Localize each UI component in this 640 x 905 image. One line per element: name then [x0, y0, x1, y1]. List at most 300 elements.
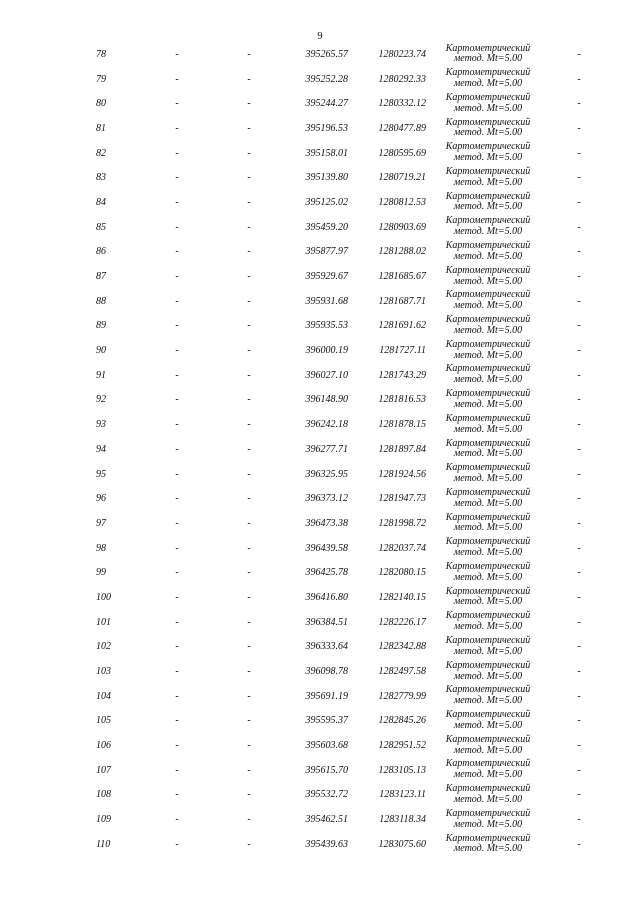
point-number: 107	[96, 764, 111, 776]
dash-cell: -	[175, 838, 179, 850]
dash-cell: -	[247, 740, 251, 752]
method-line-1: Картометрический	[445, 807, 531, 819]
table-row	[0, 388, 640, 413]
coordinate-x: 396373.12	[305, 493, 348, 505]
method-cell	[436, 536, 540, 561]
point-number: 110	[96, 838, 111, 850]
method-line-2: метод. Mt=5.00	[453, 176, 523, 188]
dash-cell: -	[175, 517, 179, 529]
dash-cell: -	[247, 666, 251, 678]
dash-cell: -	[577, 616, 581, 628]
table-row	[0, 116, 640, 141]
method-line-2: метод. Mt=5.00	[453, 226, 523, 238]
table-row	[0, 190, 640, 215]
dash-cell: -	[175, 641, 179, 653]
dash-cell: -	[247, 641, 251, 653]
method-line-2: метод. Mt=5.00	[453, 398, 523, 410]
dash-cell: -	[577, 320, 581, 332]
coordinates-table	[0, 42, 640, 857]
coordinate-x: 395459.20	[305, 221, 348, 233]
dash-cell: -	[577, 690, 581, 702]
dash-cell: -	[247, 122, 251, 134]
dash-cell: -	[577, 517, 581, 529]
method-line-1: Картометрический	[445, 240, 531, 252]
point-number: 87	[96, 271, 106, 283]
point-number: 103	[96, 666, 111, 678]
method-line-2: метод. Mt=5.00	[453, 621, 523, 633]
dash-cell: -	[175, 345, 179, 357]
method-line-1: Картометрический	[445, 388, 531, 400]
point-number: 79	[96, 73, 106, 85]
dash-cell: -	[577, 98, 581, 110]
method-line-2: метод. Mt=5.00	[453, 324, 523, 336]
table-row	[0, 165, 640, 190]
coordinate-y: 1280292.33	[378, 73, 426, 85]
table-row	[0, 363, 640, 388]
method-line-2: метод. Mt=5.00	[453, 275, 523, 287]
table-row	[0, 240, 640, 265]
coordinate-y: 1281816.53	[378, 394, 426, 406]
coordinate-x: 395265.57	[305, 48, 348, 60]
dash-cell: -	[175, 221, 179, 233]
table-row	[0, 314, 640, 339]
point-number: 86	[96, 246, 106, 258]
point-number: 85	[96, 221, 106, 233]
method-line-2: метод. Mt=5.00	[453, 547, 523, 559]
dash-cell: -	[175, 591, 179, 603]
dash-cell: -	[247, 246, 251, 258]
dash-cell: -	[577, 172, 581, 184]
table-row	[0, 91, 640, 116]
coordinate-x: 395439.63	[305, 838, 348, 850]
dash-cell: -	[247, 320, 251, 332]
point-number: 109	[96, 814, 111, 826]
table-row	[0, 659, 640, 684]
method-line-2: метод. Mt=5.00	[453, 423, 523, 435]
coordinate-x: 396277.71	[305, 443, 348, 455]
table-row	[0, 215, 640, 240]
method-cell	[436, 684, 540, 709]
method-cell	[436, 733, 540, 758]
method-line-1: Картометрический	[445, 190, 531, 202]
dash-cell: -	[175, 48, 179, 60]
method-line-1: Картометрический	[445, 758, 531, 770]
method-cell	[436, 42, 540, 67]
coordinate-x: 396242.18	[305, 419, 348, 431]
coordinate-x: 395196.53	[305, 122, 348, 134]
coordinate-x: 395139.80	[305, 172, 348, 184]
coordinate-x: 396425.78	[305, 567, 348, 579]
dash-cell: -	[175, 616, 179, 628]
method-cell	[436, 91, 540, 116]
dash-cell: -	[175, 246, 179, 258]
dash-cell: -	[175, 320, 179, 332]
method-line-2: метод. Mt=5.00	[453, 349, 523, 361]
method-line-1: Картометрический	[445, 659, 531, 671]
method-cell	[436, 240, 540, 265]
coordinate-y: 1280903.69	[378, 221, 426, 233]
dash-cell: -	[247, 98, 251, 110]
dash-cell: -	[247, 48, 251, 60]
dash-cell: -	[577, 443, 581, 455]
dash-cell: -	[175, 468, 179, 480]
method-cell	[436, 116, 540, 141]
dash-cell: -	[247, 147, 251, 159]
dash-cell: -	[175, 122, 179, 134]
dash-cell: -	[247, 838, 251, 850]
method-line-1: Картометрический	[445, 437, 531, 449]
coordinate-x: 395252.28	[305, 73, 348, 85]
table-row	[0, 486, 640, 511]
coordinate-y: 1282226.17	[378, 616, 426, 628]
point-number: 99	[96, 567, 106, 579]
method-line-1: Картометрический	[445, 338, 531, 350]
method-cell	[436, 807, 540, 832]
table-row	[0, 758, 640, 783]
coordinate-y: 1281743.29	[378, 369, 426, 381]
dash-cell: -	[577, 73, 581, 85]
method-line-2: метод. Mt=5.00	[453, 53, 523, 65]
point-number: 92	[96, 394, 106, 406]
method-line-1: Картометрический	[445, 412, 531, 424]
table-row	[0, 635, 640, 660]
method-cell	[436, 388, 540, 413]
dash-cell: -	[175, 789, 179, 801]
coordinate-x: 396439.58	[305, 542, 348, 554]
point-number: 94	[96, 443, 106, 455]
dash-cell: -	[175, 715, 179, 727]
coordinate-y: 1282779.99	[378, 690, 426, 702]
coordinate-y: 1282140.15	[378, 591, 426, 603]
dash-cell: -	[175, 443, 179, 455]
method-line-2: метод. Mt=5.00	[453, 645, 523, 657]
dash-cell: -	[247, 443, 251, 455]
point-number: 84	[96, 196, 106, 208]
method-cell	[436, 486, 540, 511]
method-line-2: метод. Mt=5.00	[453, 695, 523, 707]
table-row	[0, 511, 640, 536]
method-line-1: Картометрический	[445, 91, 531, 103]
dash-cell: -	[577, 814, 581, 826]
dash-cell: -	[577, 740, 581, 752]
method-cell	[436, 659, 540, 684]
coordinate-y: 1282497.58	[378, 666, 426, 678]
point-number: 106	[96, 740, 111, 752]
point-number: 96	[96, 493, 106, 505]
coordinate-y: 1283123.11	[379, 789, 426, 801]
coordinate-x: 396473.38	[305, 517, 348, 529]
method-line-2: метод. Mt=5.00	[453, 719, 523, 731]
method-line-1: Картометрический	[445, 635, 531, 647]
method-line-2: метод. Mt=5.00	[453, 497, 523, 509]
method-cell	[436, 141, 540, 166]
dash-cell: -	[175, 394, 179, 406]
method-cell	[436, 437, 540, 462]
coordinate-x: 395929.67	[305, 271, 348, 283]
coordinate-x: 395532.72	[305, 789, 348, 801]
dash-cell: -	[577, 468, 581, 480]
method-line-1: Картометрический	[445, 536, 531, 548]
method-cell	[436, 511, 540, 536]
dash-cell: -	[577, 641, 581, 653]
table-row	[0, 264, 640, 289]
dash-cell: -	[577, 271, 581, 283]
coordinate-x: 396027.10	[305, 369, 348, 381]
page-number: 9	[317, 31, 323, 42]
method-line-1: Картометрический	[445, 832, 531, 844]
method-line-2: метод. Mt=5.00	[453, 448, 523, 460]
method-cell	[436, 215, 540, 240]
dash-cell: -	[247, 567, 251, 579]
coordinate-y: 1283105.13	[378, 764, 426, 776]
coordinate-x: 396384.51	[305, 616, 348, 628]
coordinate-x: 396000.19	[305, 345, 348, 357]
dash-cell: -	[175, 764, 179, 776]
dash-cell: -	[175, 369, 179, 381]
coordinate-y: 1281687.71	[378, 295, 426, 307]
method-line-1: Картометрический	[445, 462, 531, 474]
point-number: 104	[96, 690, 111, 702]
dash-cell: -	[175, 172, 179, 184]
point-number: 89	[96, 320, 106, 332]
method-line-1: Картометрический	[445, 560, 531, 572]
dash-cell: -	[175, 493, 179, 505]
coordinate-x: 395244.27	[305, 98, 348, 110]
table-row	[0, 709, 640, 734]
dash-cell: -	[577, 542, 581, 554]
point-number: 102	[96, 641, 111, 653]
dash-cell: -	[577, 48, 581, 60]
dash-cell: -	[175, 567, 179, 579]
table-row	[0, 412, 640, 437]
point-number: 93	[96, 419, 106, 431]
dash-cell: -	[175, 271, 179, 283]
method-line-1: Картометрический	[445, 67, 531, 79]
dash-cell: -	[577, 666, 581, 678]
dash-cell: -	[175, 740, 179, 752]
method-line-2: метод. Mt=5.00	[453, 152, 523, 164]
coordinate-y: 1281878.15	[378, 419, 426, 431]
point-number: 88	[96, 295, 106, 307]
dash-cell: -	[577, 345, 581, 357]
dash-cell: -	[247, 616, 251, 628]
dash-cell: -	[175, 98, 179, 110]
method-line-1: Картометрический	[445, 215, 531, 227]
coordinate-y: 1280223.74	[378, 48, 426, 60]
method-line-2: метод. Mt=5.00	[453, 250, 523, 262]
method-line-1: Картометрический	[445, 363, 531, 375]
method-cell	[436, 190, 540, 215]
dash-cell: -	[247, 517, 251, 529]
method-cell	[436, 289, 540, 314]
dash-cell: -	[577, 369, 581, 381]
coordinate-x: 395691.19	[305, 690, 348, 702]
dash-cell: -	[247, 542, 251, 554]
dash-cell: -	[577, 493, 581, 505]
dash-cell: -	[577, 567, 581, 579]
method-line-1: Картометрический	[445, 141, 531, 153]
dash-cell: -	[577, 196, 581, 208]
method-line-1: Картометрический	[445, 486, 531, 498]
method-line-2: метод. Mt=5.00	[453, 374, 523, 386]
dash-cell: -	[577, 295, 581, 307]
point-number: 101	[96, 616, 111, 628]
dash-cell: -	[577, 221, 581, 233]
dash-cell: -	[175, 295, 179, 307]
method-line-2: метод. Mt=5.00	[453, 300, 523, 312]
point-number: 91	[96, 369, 106, 381]
coordinate-y: 1282342.88	[378, 641, 426, 653]
method-cell	[436, 560, 540, 585]
dash-cell: -	[577, 419, 581, 431]
dash-cell: -	[577, 394, 581, 406]
dash-cell: -	[247, 295, 251, 307]
dash-cell: -	[175, 814, 179, 826]
table-row	[0, 783, 640, 808]
coordinate-y: 1280719.21	[378, 172, 426, 184]
point-number: 80	[96, 98, 106, 110]
dash-cell: -	[577, 838, 581, 850]
method-cell	[436, 165, 540, 190]
table-row	[0, 462, 640, 487]
dash-cell: -	[175, 690, 179, 702]
dash-cell: -	[247, 715, 251, 727]
coordinate-x: 395877.97	[305, 246, 348, 258]
method-line-2: метод. Mt=5.00	[453, 818, 523, 830]
coordinate-x: 396098.78	[305, 666, 348, 678]
dash-cell: -	[577, 789, 581, 801]
point-number: 105	[96, 715, 111, 727]
method-line-1: Картометрический	[445, 610, 531, 622]
coordinate-y: 1281691.62	[378, 320, 426, 332]
method-line-1: Картометрический	[445, 314, 531, 326]
dash-cell: -	[247, 221, 251, 233]
point-number: 83	[96, 172, 106, 184]
coordinate-y: 1281685.67	[378, 271, 426, 283]
point-number: 81	[96, 122, 106, 134]
table-row	[0, 289, 640, 314]
table-row	[0, 832, 640, 857]
method-line-2: метод. Mt=5.00	[453, 843, 523, 855]
coordinate-y: 1281727.11	[379, 345, 426, 357]
dash-cell: -	[577, 591, 581, 603]
method-cell	[436, 783, 540, 808]
dash-cell: -	[247, 73, 251, 85]
coordinate-x: 396148.90	[305, 394, 348, 406]
coordinate-x: 395125.02	[305, 196, 348, 208]
coordinate-y: 1281897.84	[378, 443, 426, 455]
table-row	[0, 684, 640, 709]
dash-cell: -	[247, 271, 251, 283]
table-row	[0, 610, 640, 635]
method-line-1: Картометрический	[445, 264, 531, 276]
dash-cell: -	[247, 764, 251, 776]
dash-cell: -	[247, 789, 251, 801]
dash-cell: -	[247, 468, 251, 480]
method-line-1: Картометрический	[445, 289, 531, 301]
point-number: 78	[96, 48, 106, 60]
method-cell	[436, 610, 540, 635]
dash-cell: -	[577, 122, 581, 134]
coordinate-x: 395935.53	[305, 320, 348, 332]
coordinate-x: 395462.51	[305, 814, 348, 826]
coordinate-y: 1281288.02	[378, 246, 426, 258]
dash-cell: -	[175, 666, 179, 678]
coordinate-x: 396325.95	[305, 468, 348, 480]
dash-cell: -	[247, 345, 251, 357]
coordinate-x: 395615.70	[305, 764, 348, 776]
method-line-1: Картометрический	[445, 116, 531, 128]
coordinate-x: 396333.64	[305, 641, 348, 653]
method-line-2: метод. Mt=5.00	[453, 793, 523, 805]
dash-cell: -	[175, 542, 179, 554]
dash-cell: -	[577, 246, 581, 258]
coordinate-y: 1283118.34	[379, 814, 426, 826]
dash-cell: -	[175, 73, 179, 85]
method-line-2: метод. Mt=5.00	[453, 127, 523, 139]
method-line-1: Картометрический	[445, 42, 531, 54]
coordinate-x: 395603.68	[305, 740, 348, 752]
method-line-1: Картометрический	[445, 165, 531, 177]
table-row	[0, 67, 640, 92]
method-line-1: Картометрический	[445, 733, 531, 745]
coordinate-x: 395158.01	[305, 147, 348, 159]
method-line-2: метод. Mt=5.00	[453, 596, 523, 608]
table-row	[0, 437, 640, 462]
table-row	[0, 807, 640, 832]
dash-cell: -	[247, 419, 251, 431]
coordinate-y: 1283075.60	[378, 838, 426, 850]
dash-cell: -	[175, 419, 179, 431]
method-line-1: Картометрический	[445, 684, 531, 696]
method-line-2: метод. Mt=5.00	[453, 102, 523, 114]
method-line-2: метод. Mt=5.00	[453, 522, 523, 534]
coordinate-y: 1282951.52	[378, 740, 426, 752]
coordinate-y: 1281998.72	[378, 517, 426, 529]
dash-cell: -	[577, 764, 581, 776]
method-cell	[436, 363, 540, 388]
dash-cell: -	[247, 493, 251, 505]
coordinate-y: 1281947.73	[378, 493, 426, 505]
method-cell	[436, 709, 540, 734]
table-row	[0, 733, 640, 758]
table-row	[0, 141, 640, 166]
method-line-1: Картометрический	[445, 585, 531, 597]
coordinate-x: 395931.68	[305, 295, 348, 307]
coordinate-y: 1280812.53	[378, 196, 426, 208]
point-number: 82	[96, 147, 106, 159]
dash-cell: -	[247, 369, 251, 381]
dash-cell: -	[577, 147, 581, 159]
table-row	[0, 338, 640, 363]
dash-cell: -	[247, 196, 251, 208]
dash-cell: -	[247, 394, 251, 406]
coordinate-x: 396416.80	[305, 591, 348, 603]
method-cell	[436, 462, 540, 487]
method-line-2: метод. Mt=5.00	[453, 473, 523, 485]
method-cell	[436, 338, 540, 363]
point-number: 100	[96, 591, 111, 603]
method-line-2: метод. Mt=5.00	[453, 571, 523, 583]
method-cell	[436, 635, 540, 660]
table-row	[0, 536, 640, 561]
dash-cell: -	[247, 690, 251, 702]
method-line-1: Картометрический	[445, 709, 531, 721]
method-line-2: метод. Mt=5.00	[453, 201, 523, 213]
point-number: 108	[96, 789, 111, 801]
dash-cell: -	[175, 196, 179, 208]
dash-cell: -	[577, 715, 581, 727]
